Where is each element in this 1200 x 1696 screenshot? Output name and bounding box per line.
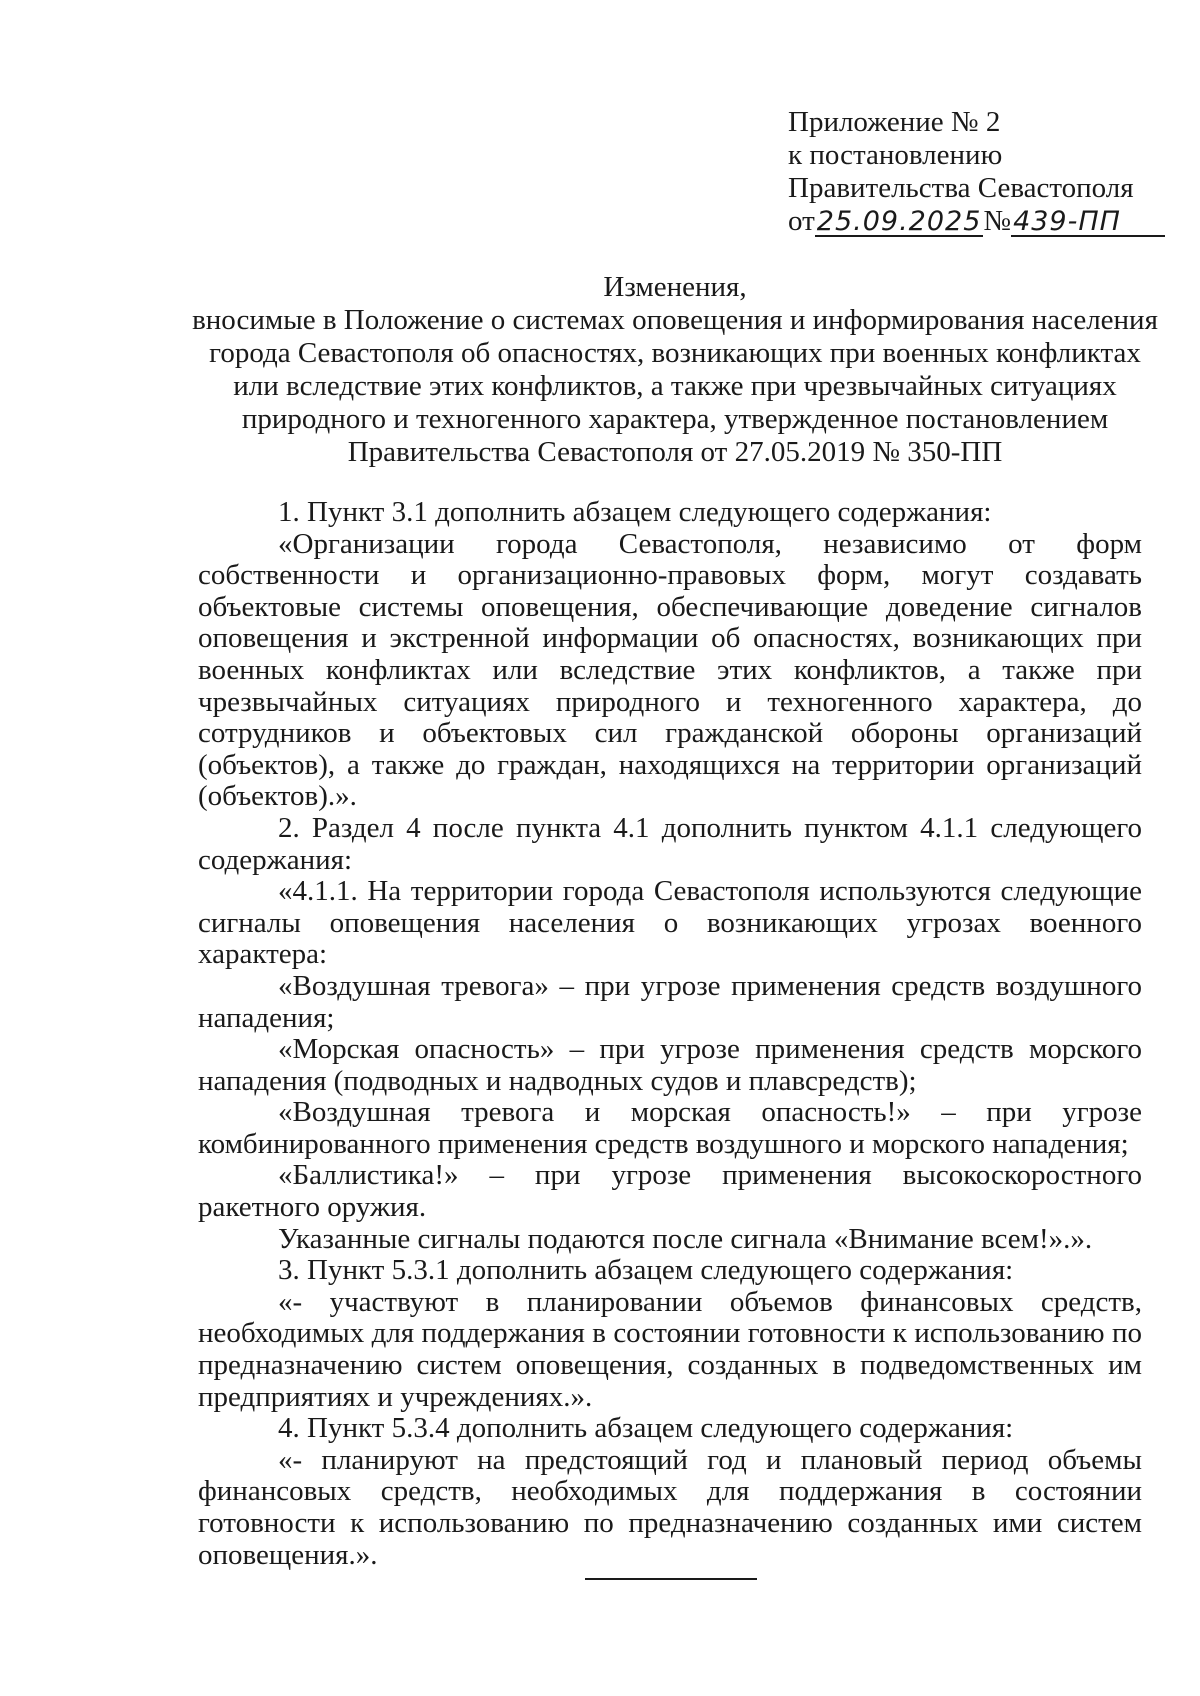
paragraph-1: 1. Пункт 3.1 дополнить абзацем следующего содержания:: [278, 496, 992, 528]
appendix-title: Приложение № 2: [788, 106, 1001, 138]
appendix-authority: Правительства Севастополя: [788, 172, 1134, 204]
date-label: от: [788, 205, 815, 237]
appendix-date-number-line: [788, 205, 1188, 238]
paragraph-8: «Баллистика!» – при угрозе применения высокоскоростного ракетного оружия.: [198, 1159, 1142, 1224]
appendix-reference: к постановлению: [788, 139, 1003, 171]
paragraph-9: Указанные сигналы подаются после сигнала «Внимание всем!».».: [278, 1222, 1093, 1255]
paragraph-11: «- участвуют в планировании объемов финансовых средств, необходимых для поддержания в состоянии готовности к использованию по предназначению систем оповещения, созданных в подведомственных им предприятиях и учреждениях.».: [198, 1285, 1142, 1413]
paragraph-12: 4. Пункт 5.3.4 дополнить абзацем следующего содержания:: [278, 1412, 1014, 1445]
paragraph-2: «Организации города Севастополя, независимо от форм собственности и организационно-правовых форм, могут создавать объектовые системы оповещения, обеспечивающие доведение сигналов оповещения и экстренной информации об опасностях, возникающих при военных конфликтах или вследствие этих конфликтов, а также при чрезвычайных ситуациях природного и техногенного характера, до сотрудников и объектовых сил гражданской обороны организаций (объектов), а также до граждан, находящихся на территории организаций (объектов).».: [198, 527, 1142, 813]
paragraph-13: «- планируют на предстоящий год и плановый период объемы финансовых средств, необходимых для поддержания в состоянии готовности к использованию по предназначению созданных ими систем оповещения.».: [198, 1443, 1142, 1571]
number-label: №: [983, 205, 1012, 237]
document-body: [198, 497, 1142, 1571]
end-divider: [585, 1578, 757, 1580]
document-title: [190, 271, 1160, 469]
paragraph-5: «Воздушная тревога» – при угрозе применения средств воздушного нападения;: [198, 969, 1142, 1034]
handwritten-number: 439-ПП: [1011, 209, 1165, 237]
paragraph-4: «4.1.1. На территории города Севастополя используются следующие сигналы оповещения населения о возникающих угрозах военного характера:: [198, 875, 1142, 971]
paragraph-6: «Морская опасность» – при угрозе применения средств морского нападения (подводных и надводных судов и плавсредств);: [198, 1033, 1142, 1097]
handwritten-date: 25.09.2025: [816, 206, 982, 237]
appendix-header: [788, 106, 1188, 238]
paragraph-10: 3. Пункт 5.3.1 дополнить абзацем следующего содержания:: [278, 1254, 1014, 1287]
title-subtitle: вносимые в Положение о системах оповещения и информирования населения города Севастополя об опасностях, возникающих при военных конфликтах или вследствие этих конфликтов, а также при чрезвычайных ситуациях природного и техногенного характера, утвержденное постановлением Правительства Севастополя от 27.05.2019 № 350-ПП: [192, 304, 1158, 468]
paragraph-3: 2. Раздел 4 после пункта 4.1 дополнить пунктом 4.1.1 следующего содержания:: [198, 811, 1142, 876]
paragraph-7: «Воздушная тревога и морская опасность!» – при угрозе комбинированного применения средств воздушного и морского нападения;: [198, 1096, 1142, 1160]
title-heading: Изменения,: [603, 271, 747, 303]
